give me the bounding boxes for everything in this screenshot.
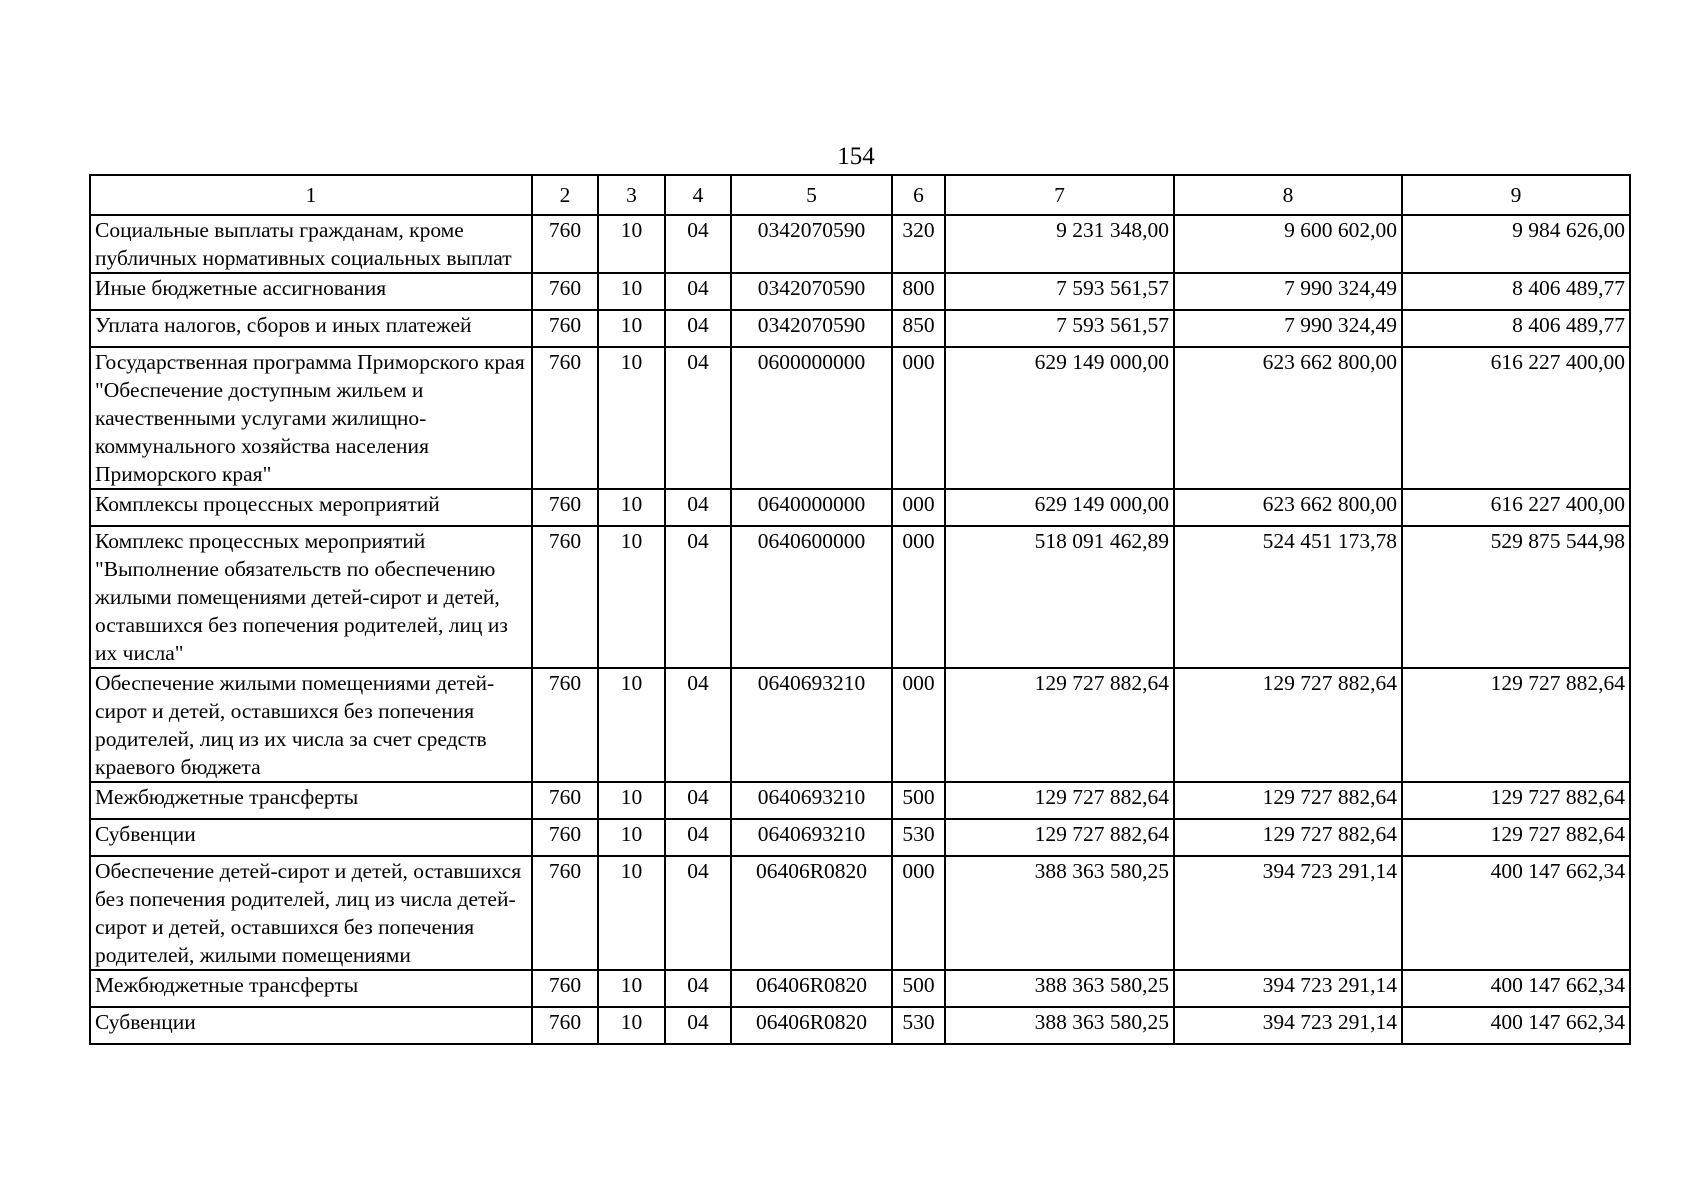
cell-c2: 760 — [532, 526, 598, 668]
row-name: Субвенции — [90, 819, 532, 856]
cell-c6: 320 — [892, 215, 945, 273]
cell-c2: 760 — [532, 273, 598, 310]
column-header: 1 — [90, 175, 532, 215]
cell-c8: 129 727 882,64 — [1174, 782, 1402, 819]
cell-c6: 500 — [892, 782, 945, 819]
row-name: Обеспечение жилыми помещениями детей-сирот и детей, оставшихся без попечения родителей, лиц из их числа за счет средств краевого бюджета — [90, 668, 532, 782]
cell-c3: 10 — [598, 1007, 665, 1044]
cell-c7: 9 231 348,00 — [945, 215, 1174, 273]
cell-c4: 04 — [665, 856, 731, 970]
cell-c5: 06406R0820 — [731, 1007, 892, 1044]
cell-c8: 394 723 291,14 — [1174, 1007, 1402, 1044]
row-name: Уплата налогов, сборов и иных платежей — [90, 310, 532, 347]
table-row — [90, 1007, 1630, 1044]
cell-c3: 10 — [598, 310, 665, 347]
cell-c9: 529 875 544,98 — [1402, 526, 1630, 668]
cell-c2: 760 — [532, 310, 598, 347]
table-row — [90, 856, 1630, 970]
cell-c2: 760 — [532, 215, 598, 273]
cell-c7: 518 091 462,89 — [945, 526, 1174, 668]
cell-c4: 04 — [665, 1007, 731, 1044]
column-header: 8 — [1174, 175, 1402, 215]
table-row — [90, 347, 1630, 489]
cell-c3: 10 — [598, 347, 665, 489]
cell-c9: 129 727 882,64 — [1402, 668, 1630, 782]
cell-c2: 760 — [532, 782, 598, 819]
cell-c7: 388 363 580,25 — [945, 970, 1174, 1007]
column-header: 9 — [1402, 175, 1630, 215]
cell-c6: 530 — [892, 819, 945, 856]
cell-c5: 0640693210 — [731, 782, 892, 819]
cell-c7: 129 727 882,64 — [945, 782, 1174, 819]
cell-c4: 04 — [665, 819, 731, 856]
cell-c3: 10 — [598, 526, 665, 668]
column-header: 4 — [665, 175, 731, 215]
cell-c5: 0342070590 — [731, 310, 892, 347]
cell-c6: 000 — [892, 856, 945, 970]
cell-c8: 7 990 324,49 — [1174, 273, 1402, 310]
table-row — [90, 273, 1630, 310]
table-row — [90, 819, 1630, 856]
cell-c6: 530 — [892, 1007, 945, 1044]
cell-c6: 850 — [892, 310, 945, 347]
cell-c3: 10 — [598, 970, 665, 1007]
cell-c7: 129 727 882,64 — [945, 819, 1174, 856]
cell-c3: 10 — [598, 819, 665, 856]
table-row — [90, 310, 1630, 347]
table-row — [90, 215, 1630, 273]
row-name: Обеспечение детей-сирот и детей, оставшихся без попечения родителей, лиц из числа детей-сирот и детей, оставшихся без попечения родителей, жилыми помещениями — [90, 856, 532, 970]
cell-c5: 0640600000 — [731, 526, 892, 668]
cell-c9: 8 406 489,77 — [1402, 273, 1630, 310]
cell-c6: 800 — [892, 273, 945, 310]
cell-c2: 760 — [532, 489, 598, 526]
cell-c9: 400 147 662,34 — [1402, 856, 1630, 970]
cell-c9: 400 147 662,34 — [1402, 1007, 1630, 1044]
row-name: Межбюджетные трансферты — [90, 782, 532, 819]
cell-c5: 0600000000 — [731, 347, 892, 489]
cell-c7: 629 149 000,00 — [945, 489, 1174, 526]
budget-table — [89, 174, 1631, 1045]
cell-c6: 000 — [892, 668, 945, 782]
cell-c3: 10 — [598, 782, 665, 819]
cell-c3: 10 — [598, 856, 665, 970]
cell-c4: 04 — [665, 782, 731, 819]
cell-c4: 04 — [665, 273, 731, 310]
row-name: Межбюджетные трансферты — [90, 970, 532, 1007]
cell-c2: 760 — [532, 347, 598, 489]
cell-c3: 10 — [598, 273, 665, 310]
cell-c6: 500 — [892, 970, 945, 1007]
cell-c4: 04 — [665, 526, 731, 668]
cell-c8: 129 727 882,64 — [1174, 668, 1402, 782]
cell-c7: 7 593 561,57 — [945, 273, 1174, 310]
cell-c4: 04 — [665, 489, 731, 526]
cell-c8: 394 723 291,14 — [1174, 970, 1402, 1007]
column-header: 3 — [598, 175, 665, 215]
cell-c9: 9 984 626,00 — [1402, 215, 1630, 273]
cell-c6: 000 — [892, 347, 945, 489]
row-name: Субвенции — [90, 1007, 532, 1044]
row-name: Комплекс процессных мероприятий "Выполнение обязательств по обеспечению жилыми помещениями детей-сирот и детей, оставшихся без попечения родителей, лиц из их числа" — [90, 526, 532, 668]
cell-c8: 7 990 324,49 — [1174, 310, 1402, 347]
cell-c5: 0640693210 — [731, 819, 892, 856]
row-name: Социальные выплаты гражданам, кроме публичных нормативных социальных выплат — [90, 215, 532, 273]
cell-c9: 616 227 400,00 — [1402, 347, 1630, 489]
cell-c3: 10 — [598, 215, 665, 273]
header-row — [90, 175, 1630, 215]
cell-c9: 400 147 662,34 — [1402, 970, 1630, 1007]
cell-c7: 7 593 561,57 — [945, 310, 1174, 347]
cell-c4: 04 — [665, 970, 731, 1007]
cell-c7: 629 149 000,00 — [945, 347, 1174, 489]
cell-c2: 760 — [532, 970, 598, 1007]
cell-c8: 524 451 173,78 — [1174, 526, 1402, 668]
cell-c4: 04 — [665, 668, 731, 782]
cell-c9: 129 727 882,64 — [1402, 782, 1630, 819]
cell-c9: 8 406 489,77 — [1402, 310, 1630, 347]
cell-c5: 06406R0820 — [731, 856, 892, 970]
page-number: 154 — [837, 143, 875, 170]
cell-c9: 129 727 882,64 — [1402, 819, 1630, 856]
row-name: Иные бюджетные ассигнования — [90, 273, 532, 310]
column-header: 7 — [945, 175, 1174, 215]
table-row — [90, 782, 1630, 819]
cell-c4: 04 — [665, 215, 731, 273]
cell-c8: 394 723 291,14 — [1174, 856, 1402, 970]
cell-c7: 388 363 580,25 — [945, 856, 1174, 970]
cell-c3: 10 — [598, 668, 665, 782]
cell-c7: 129 727 882,64 — [945, 668, 1174, 782]
cell-c5: 0640693210 — [731, 668, 892, 782]
table-row — [90, 489, 1630, 526]
cell-c8: 9 600 602,00 — [1174, 215, 1402, 273]
cell-c2: 760 — [532, 856, 598, 970]
column-header: 6 — [892, 175, 945, 215]
table-row — [90, 970, 1630, 1007]
row-name: Государственная программа Приморского края "Обеспечение доступным жильем и качественными услугами жилищно-коммунального хозяйства населения Приморского края" — [90, 347, 532, 489]
table-row — [90, 526, 1630, 668]
cell-c8: 129 727 882,64 — [1174, 819, 1402, 856]
table-row — [90, 668, 1630, 782]
row-name: Комплексы процессных мероприятий — [90, 489, 532, 526]
cell-c2: 760 — [532, 668, 598, 782]
cell-c6: 000 — [892, 489, 945, 526]
cell-c2: 760 — [532, 1007, 598, 1044]
cell-c4: 04 — [665, 310, 731, 347]
cell-c5: 06406R0820 — [731, 970, 892, 1007]
column-header: 5 — [731, 175, 892, 215]
cell-c8: 623 662 800,00 — [1174, 347, 1402, 489]
cell-c5: 0342070590 — [731, 215, 892, 273]
cell-c5: 0640000000 — [731, 489, 892, 526]
cell-c6: 000 — [892, 526, 945, 668]
cell-c7: 388 363 580,25 — [945, 1007, 1174, 1044]
cell-c8: 623 662 800,00 — [1174, 489, 1402, 526]
cell-c9: 616 227 400,00 — [1402, 489, 1630, 526]
column-header: 2 — [532, 175, 598, 215]
cell-c3: 10 — [598, 489, 665, 526]
cell-c2: 760 — [532, 819, 598, 856]
cell-c5: 0342070590 — [731, 273, 892, 310]
cell-c4: 04 — [665, 347, 731, 489]
